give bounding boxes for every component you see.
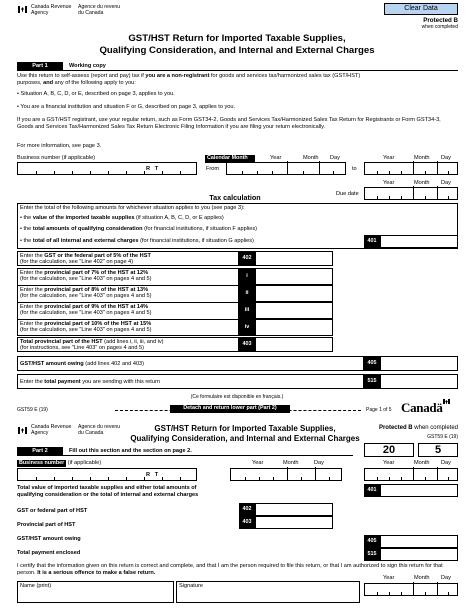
due-date-field[interactable] [364, 187, 458, 200]
due-month-label: Month [414, 180, 430, 186]
to-day-label: Day [441, 155, 451, 161]
value-line-a: • the value of the imported taxable supplies (if situation A, B, C, D, or E applies) [20, 215, 224, 221]
due-date-label: Due date [336, 191, 359, 197]
part2-instruction: Fill out this section and the section on page 2. [69, 448, 192, 454]
canada-flag-icon [18, 6, 27, 16]
line-i-input[interactable] [255, 268, 333, 285]
line-iv-input[interactable] [255, 319, 333, 336]
calendar-month-label: Calendar Month [205, 155, 255, 163]
when-completed-label: when completed [421, 24, 458, 30]
canada-wordmark: Canadä [401, 400, 443, 415]
line-402-input[interactable] [255, 251, 333, 266]
sign-month-label: Month [414, 575, 430, 581]
part2-business-number-field[interactable] [17, 468, 197, 481]
situation-bullet-2: • You are a financial institution and situation F or G, described on page 3, applies to you. [17, 104, 236, 110]
form-id-part2: GST59 E (19) [427, 434, 458, 440]
signature-date-field[interactable] [364, 583, 458, 596]
total-value-label-line2: qualifying consideration or the total of internal and external charges [17, 492, 199, 498]
line-iii-input[interactable] [255, 302, 333, 319]
line-ii-code: ii [239, 285, 255, 302]
line-515-code: 515 [364, 374, 380, 389]
situation-bullet-1: • Situation A, B, C, D, or E, described on page 3, applies to you. [17, 91, 175, 97]
line-403-input[interactable] [255, 337, 333, 352]
due-day-label: Day [441, 180, 451, 186]
provincial-rows-box: Enter the provincial part of 7% of the HST at 12% (for the calculation, see "Line 403" on pages 4 and 5) Enter the provincial part of 8% of the HST at 13% (for the calculation, see "Line 403" on pages 4 and 5) Enter the provincial part of 9% of the HST at 14% (for the calculation, see "Line 403" on pages 4 and 5) Enter the provincial part of 10% of the HST at 15% (for the calculation, see "Line 403" on pages 4 and 5) [17, 268, 239, 336]
value-line-b: • the total amounts of qualifying consideration (for financial institutions, if situation F applies) [20, 226, 257, 232]
agency-name-en: Canada Revenue Agency [31, 4, 72, 16]
part2-line-405-input[interactable] [380, 535, 458, 548]
part2-to-month-label: Month [414, 460, 430, 466]
part2-line-515-input[interactable] [380, 548, 458, 561]
registrant-note: If you are a GST/HST registrant, use your regular return, such as Form GST34-2, Goods and Services Tax/Harmonized Sales Tax Return for Registrants or Form GST34-3, Goods and Services Tax/Harmonized Sales Tax Return Electronic Filing Information if you are filing your return electronically. [17, 117, 441, 130]
from-label: From [206, 166, 220, 172]
line-iii-code: iii [239, 302, 255, 319]
agency-name-fr: Agence du revenu du Canada [78, 4, 121, 16]
to-month-label: Month [414, 155, 430, 161]
agency-name-fr-2: Agence du revenu du Canada [78, 424, 121, 436]
part2-line-405-code: 405 [364, 535, 380, 548]
year-prefix-box: 20 [364, 443, 414, 457]
part2-title-line1: GST/HST Return for Imported Taxable Supplies, [154, 424, 336, 433]
name-print-field[interactable] [17, 581, 174, 603]
line-405-code: 405 [364, 356, 380, 371]
part2-line-403-code: 403 [239, 516, 255, 529]
canada-flag-icon-2 [18, 427, 27, 437]
to-label: to [352, 166, 357, 172]
gst-federal-label: GST or federal part of HST [17, 508, 88, 514]
tax-calculation-title: Tax calculation [209, 193, 261, 202]
part2-from-date-field[interactable] [230, 468, 342, 481]
part2-from-year-label: Year [252, 460, 264, 466]
part1-tab: Part 1 [17, 62, 63, 70]
line-515-input[interactable] [380, 374, 458, 389]
protected-b-label-2: Protected B when completed [378, 425, 458, 431]
provincial-part-label: Provincial part of HST [17, 522, 76, 528]
line-401-input[interactable] [380, 235, 458, 248]
enter-total-instruction: Enter the total of the following amounts for whichever situation applies to you (see page 3): [20, 205, 245, 211]
working-copy-label: Working copy [69, 63, 106, 69]
from-month-label: Month [303, 155, 319, 161]
line-515-row: Enter the total payment you are sending with this return [17, 374, 364, 389]
part2-line-402-input[interactable] [255, 503, 333, 516]
to-year-label: Year [383, 155, 395, 161]
signature-label: Signature [179, 583, 203, 589]
from-date-field[interactable] [226, 162, 346, 175]
sign-day-label: Day [441, 575, 451, 581]
part2-rt-label: R T [146, 472, 159, 478]
form-id-footer: GST59 E (19) [17, 407, 48, 413]
part2-line-401-input[interactable] [380, 484, 458, 497]
part2-line-402-code: 402 [239, 503, 255, 516]
sign-year-label: Year [383, 575, 395, 581]
line-402-code: 402 [239, 251, 255, 266]
part2-to-date-field[interactable] [364, 468, 458, 481]
part2-to-year-label: Year [383, 460, 395, 466]
year-suffix-box: 5 [418, 443, 458, 457]
line-ii-input[interactable] [255, 285, 333, 302]
line-402-row: Enter the GST or the federal part of 5% of the HST (for the calculation, see "Line 402" on page 4) [17, 251, 239, 266]
french-availability-note: (Ce formulaire est disponible en français.) [190, 394, 284, 400]
line-iv-code: iv [239, 319, 255, 336]
line-405-row: GST/HST amount owing (add lines 402 and 403) [17, 356, 364, 371]
line-403-code: 403 [239, 337, 255, 352]
amount-owing-label: GST/HST amount owing [17, 536, 81, 542]
agency-name-en-2: Canada Revenue Agency [31, 424, 72, 436]
part1-intro: Use this return to self-assess (report and pay) tax if you are a non-registrant for goods and services tax/harmonized sales tax (GST/HST) purposes, and any of the following apply to you: [17, 73, 361, 86]
line-i-code: i [239, 268, 255, 285]
part2-line-401-code: 401 [364, 484, 380, 497]
business-number-label: Business number (if applicable) [17, 155, 96, 161]
to-date-field[interactable] [364, 162, 458, 175]
part2-business-number-label: Business number (if applicable) [19, 460, 102, 466]
part2-to-day-label: Day [441, 460, 451, 466]
page-number: Page 1 of 5 [366, 407, 392, 413]
total-value-label-line1: Total value of imported taxable supplies and either total amounts of [17, 485, 197, 491]
certification-text: I certify that the information given on this return is correct and complete, and that I am the person required to file this return, or that I am authorized to sign this return for that person. It is a serious offence to make a false return. [17, 563, 443, 576]
total-payment-label: Total payment enclosed [17, 550, 81, 556]
protected-b-label: Protected B [423, 17, 458, 24]
rt-label: R T [146, 166, 159, 172]
clear-data-button[interactable]: Clear Data [384, 3, 458, 15]
from-day-label: Day [330, 155, 340, 161]
form-title-line2: Qualifying Consideration, and Internal and External Charges [99, 45, 375, 56]
name-print-label: Name (print) [20, 583, 52, 589]
detach-instruction: Detach and return lower part (Part 2) [170, 405, 290, 413]
part2-from-day-label: Day [314, 460, 324, 466]
more-info-note: For more information, see page 3. [17, 143, 102, 149]
business-number-field[interactable] [17, 162, 197, 175]
signature-field[interactable] [176, 581, 360, 603]
form-title-line1: GST/HST Return for Imported Taxable Supplies, [128, 33, 346, 44]
value-line-c: • the total of all internal and external charges (for financial institutions, if situation G applies) [20, 238, 254, 244]
part2-from-month-label: Month [283, 460, 299, 466]
line-403-row: Total provincial part of the HST (add lines i, ii, iii, and iv) (for instructions, see "Line 403" on pages 4 and 5) [17, 337, 239, 352]
part2-line-403-input[interactable] [255, 516, 333, 529]
part2-title-line2: Qualifying Consideration, and Internal and External Charges [130, 434, 360, 443]
wordmark-flag-icon [443, 399, 450, 407]
part2-line-515-code: 515 [364, 548, 380, 561]
from-year-label: Year [270, 155, 282, 161]
due-year-label: Year [383, 180, 395, 186]
line-401-code: 401 [364, 235, 380, 248]
line-405-input[interactable] [380, 356, 458, 371]
part2-tab: Part 2 [17, 447, 63, 455]
